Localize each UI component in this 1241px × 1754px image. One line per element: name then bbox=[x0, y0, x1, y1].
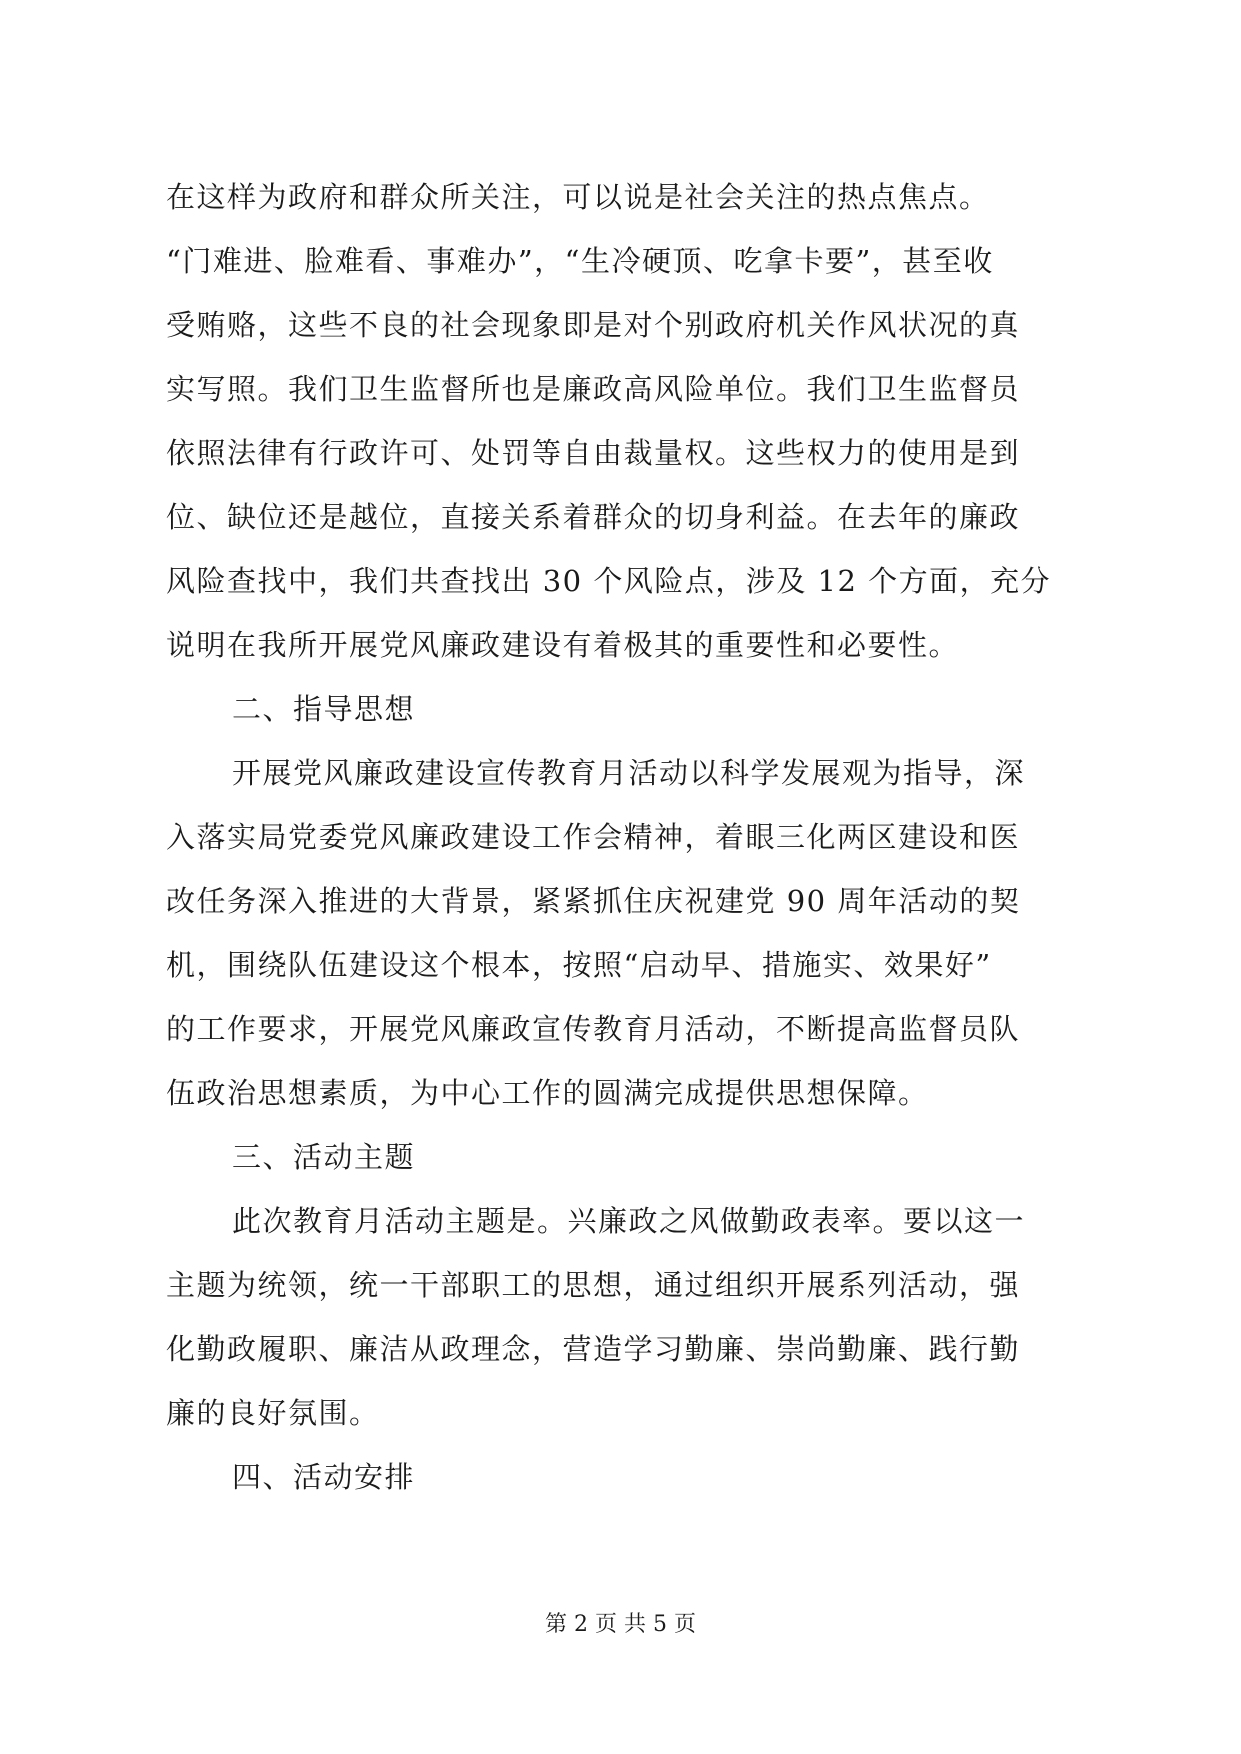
paragraph-line: 风险查找中，我们共查找出 30 个风险点，涉及 12 个方面，充分 bbox=[166, 564, 1052, 598]
paragraph-line: 主题为统领，统一干部职工的思想，通过组织开展系列活动，强 bbox=[166, 1268, 1021, 1302]
paragraph-line: 的工作要求，开展党风廉政宣传教育月活动，不断提高监督员队 bbox=[166, 1012, 1021, 1046]
paragraph-line: 说明在我所开展党风廉政建设有着极其的重要性和必要性。 bbox=[166, 628, 960, 662]
page-number-footer: 第 2 页 共 5 页 bbox=[545, 1612, 696, 1637]
paragraph-line: 机，围绕队伍建设这个根本，按照“启动早、措施实、效果好” bbox=[166, 948, 992, 982]
paragraph-line: 依照法律有行政许可、处罚等自由裁量权。这些权力的使用是到 bbox=[166, 436, 1021, 470]
document-body bbox=[166, 165, 1086, 1509]
paragraph-line: 化勤政履职、廉洁从政理念，营造学习勤廉、崇尚勤廉、践行勤 bbox=[166, 1332, 1021, 1366]
section-heading-activity-theme: 三、活动主题 bbox=[232, 1140, 416, 1174]
section-heading-guiding-ideology: 二、指导思想 bbox=[232, 692, 416, 726]
paragraph-line: 入落实局党委党风廉政建设工作会精神，着眼三化两区建设和医 bbox=[166, 820, 1021, 854]
section-heading-activity-arrangement: 四、活动安排 bbox=[232, 1460, 416, 1494]
paragraph-line: 受贿赂，这些不良的社会现象即是对个别政府机关作风状况的真 bbox=[166, 308, 1021, 342]
paragraph-line: 开展党风廉政建设宣传教育月活动以科学发展观为指导，深 bbox=[232, 756, 1026, 790]
paragraph-line: 位、缺位还是越位，直接关系着群众的切身利益。在去年的廉政 bbox=[166, 500, 1021, 534]
paragraph-line: 此次教育月活动主题是。兴廉政之风做勤政表率。要以这一 bbox=[232, 1204, 1026, 1238]
paragraph-line: 实写照。我们卫生监督所也是廉政高风险单位。我们卫生监督员 bbox=[166, 372, 1021, 406]
paragraph-line: 在这样为政府和群众所关注，可以说是社会关注的热点焦点。 bbox=[166, 180, 990, 214]
paragraph-line: 改任务深入推进的大背景，紧紧抓住庆祝建党 90 周年活动的契 bbox=[166, 884, 1021, 918]
paragraph-line: 廉的良好氛围。 bbox=[166, 1396, 380, 1430]
paragraph-line: “门难进、脸难看、事难办”，“生冷硬顶、吃拿卡要”，甚至收 bbox=[166, 244, 994, 278]
paragraph-line: 伍政治思想素质，为中心工作的圆满完成提供思想保障。 bbox=[166, 1076, 929, 1110]
